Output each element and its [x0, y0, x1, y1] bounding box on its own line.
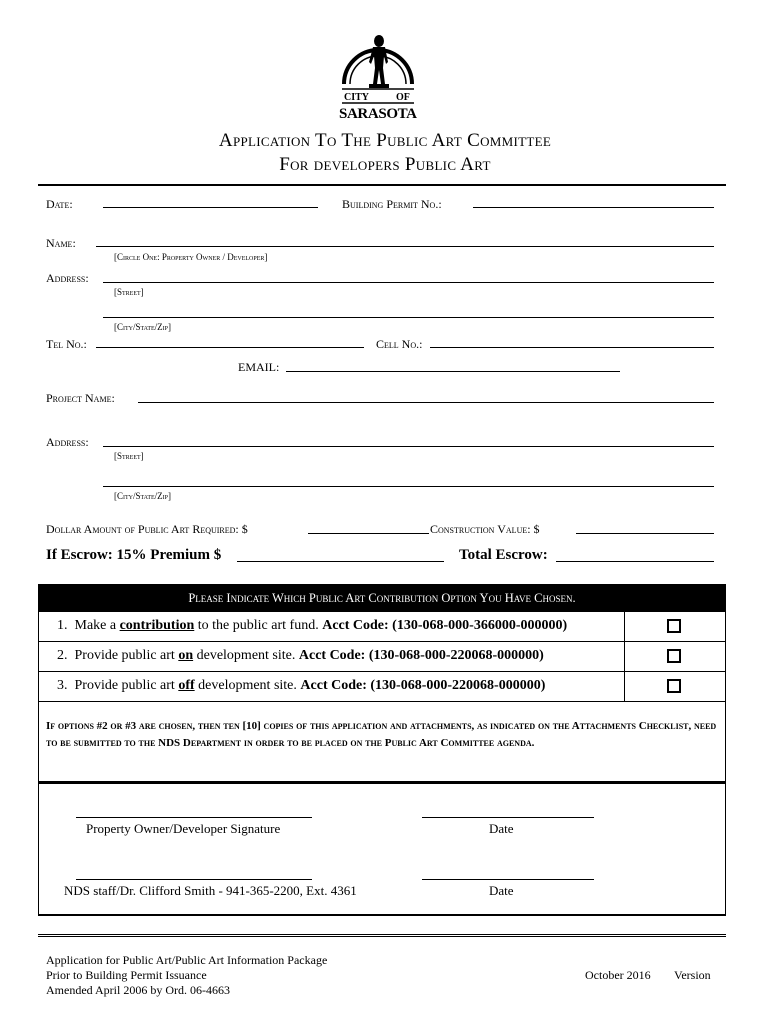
project-name-field[interactable] [138, 402, 714, 403]
option-3-post: development site. [194, 678, 301, 693]
option-3-key: off [178, 678, 195, 693]
form-title-line1: Application To The Public Art Committee [218, 130, 552, 151]
staff-signature-line[interactable] [76, 879, 312, 880]
owner-signature-label: Property Owner/Developer Signature [86, 821, 281, 836]
escrow-label: If Escrow: 15% Premium $ [46, 547, 222, 563]
option-2-key: on [178, 648, 194, 663]
option-2-post: development site. [193, 648, 299, 663]
option-1-pre: Make a [74, 618, 120, 633]
address-street-field[interactable] [103, 282, 714, 283]
option-3-divider [624, 672, 625, 701]
option-3-checkbox[interactable] [667, 679, 681, 693]
city-of-sarasota-logo [336, 28, 420, 120]
staff-date-label: Date [489, 883, 514, 898]
escrow-field[interactable] [237, 561, 444, 562]
construction-value-label: Construction Value: $ [430, 522, 540, 536]
options-header: Please Indicate Which Public Art Contribution Option You Have Chosen. [38, 584, 726, 612]
option-1-number: 1. [57, 618, 68, 633]
option-row-1 [38, 612, 726, 642]
option-3-acct: Acct Code: (130-068-000-220068-000000) [300, 678, 546, 693]
dollar-amount-field[interactable] [308, 533, 429, 534]
project-city-sublabel: [City/State/Zip] [114, 491, 172, 501]
name-label: Name: [46, 236, 76, 250]
footer-date: October 2016 [585, 968, 651, 982]
city-sublabel: [City/State/Zip] [114, 322, 172, 332]
cell-field[interactable] [430, 347, 714, 348]
footer-version: Version [674, 968, 711, 982]
logo-of-text: OF [396, 92, 410, 103]
date-field[interactable] [103, 207, 318, 208]
cell-label: Cell No.: [376, 337, 423, 351]
option-1-acct: Acct Code: (130-068-000-366000-000000) [322, 618, 568, 633]
option-2-divider [624, 642, 625, 671]
logo-sarasota-text: SARASOTA [339, 106, 417, 120]
tel-field[interactable] [96, 347, 364, 348]
option-2-acct: Acct Code: (130-068-000-220068-000000) [298, 648, 544, 663]
staff-date-line[interactable] [422, 879, 594, 880]
project-address-label: Address: [46, 435, 89, 449]
footer-line2: Prior to Building Permit Issuance [46, 968, 207, 982]
header-rule [38, 184, 726, 186]
street-sublabel: [Street] [114, 287, 144, 297]
option-row-3 [38, 672, 726, 702]
name-sublabel: [Circle One: Property Owner / Developer] [114, 252, 268, 262]
owner-date-label: Date [489, 821, 514, 836]
address-label: Address: [46, 271, 89, 285]
date-label: Date: [46, 197, 73, 211]
option-1-checkbox[interactable] [667, 619, 681, 633]
option-2-number: 2. [57, 648, 68, 663]
building-permit-label: Building Permit No.: [342, 197, 442, 211]
construction-value-field[interactable] [576, 533, 714, 534]
option-1-post: to the public art fund. [194, 618, 323, 633]
option-1-divider [624, 612, 625, 641]
footer-rule [38, 934, 726, 937]
option-2-pre: Provide public art [74, 648, 179, 663]
statue-logo-icon [336, 28, 420, 120]
option-3-number: 3. [57, 678, 68, 693]
owner-date-line[interactable] [422, 817, 594, 818]
option-1-key: contribution [119, 618, 195, 633]
dollar-amount-label: Dollar Amount of Public Art Required: $ [46, 522, 248, 536]
email-field[interactable] [286, 371, 620, 372]
name-field[interactable] [96, 246, 714, 247]
email-label: EMAIL: [238, 360, 280, 374]
staff-signature-label: NDS staff/Dr. Clifford Smith - 941-365-2200, Ext. 4361 [64, 883, 357, 898]
total-escrow-label: Total Escrow: [459, 547, 548, 563]
footer-line1: Application for Public Art/Public Art Information Package [46, 953, 328, 967]
address-city-field[interactable] [103, 317, 714, 318]
tel-label: Tel No.: [46, 337, 87, 351]
logo-city-text: CITY [344, 92, 370, 103]
project-street-field[interactable] [103, 446, 714, 447]
building-permit-field[interactable] [473, 207, 714, 208]
project-city-field[interactable] [103, 486, 714, 487]
project-street-sublabel: [Street] [114, 451, 144, 461]
project-name-label: Project Name: [46, 391, 115, 405]
option-2-checkbox[interactable] [667, 649, 681, 663]
form-title-line2: For developers Public Art [279, 154, 491, 175]
owner-signature-line[interactable] [76, 817, 312, 818]
option-row-2 [38, 642, 726, 672]
submission-note: If options #2 or #3 are chosen, then ten [10] copies of this application and attachments, as indicated on the Attachments Checklist, need to be submitted to the NDS Department in order to be placed on the Public Art Committee agenda. [46, 720, 717, 749]
option-3-pre: Provide public art [74, 678, 179, 693]
total-escrow-field[interactable] [556, 561, 714, 562]
footer-line3: Amended April 2006 by Ord. 06-4663 [46, 983, 230, 997]
